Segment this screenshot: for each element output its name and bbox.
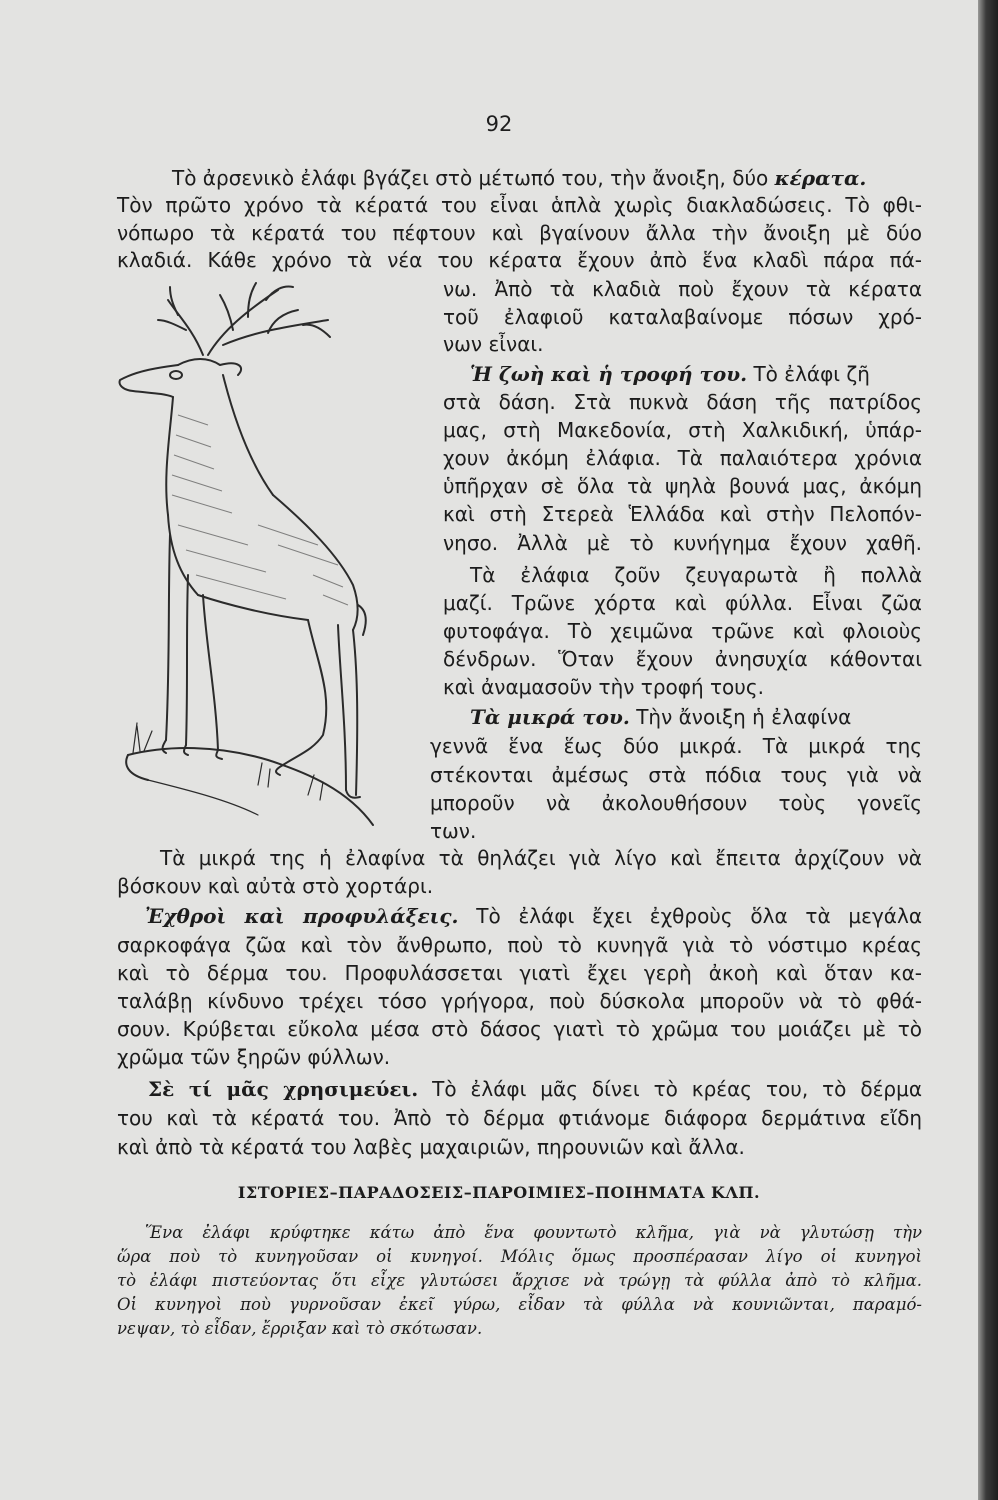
text-line: βόσκουν καὶ αὐτὰ στὸ χορτάρι. — [117, 874, 434, 898]
story-line: Οἱ κυνηγοὶ ποὺ γυρνοῦσαν ἐκεῖ γύρω, εἶδαν τὰ φύλλα νὰ κουνιῶνται, παραμό- — [117, 1295, 922, 1314]
text-line: ταλάβῃ κίνδυνο τρέχει τόσο γρήγορα, ποὺ δύσκολα μποροῦν νὰ τὸ φθά- — [117, 989, 922, 1013]
text-line: Τὰ μικρά της ἡ ἐλαφίνα τὰ θηλάζει γιὰ λίγο καὶ ἔπειτα ἀρχίζουν νὰ — [160, 846, 922, 870]
section-heading-uses: Σὲ τί μᾶς χρησιμεύει. — [148, 1077, 419, 1101]
text-line: καὶ ἀναμασοῦν τὴν τροφή τους. — [443, 675, 764, 699]
text-line: φυτοφάγα. Τὸ χειμῶνα τρῶνε καὶ φλοιοὺς — [443, 619, 922, 643]
text-line: νω. Ἀπὸ τὰ κλαδιὰ ποὺ ἔχουν τὰ κέρατα — [443, 277, 922, 301]
text-line: καὶ στὴ Στερεὰ Ἑλλάδα καὶ στὴν Πελοπόν- — [443, 502, 922, 526]
section-heading-life: Ἡ ζωὴ καὶ ἡ τροφή του. — [470, 362, 748, 386]
text-line: ὑπῆρχαν σὲ ὅλα τὰ ψηλὰ βουνά μας, ἀκόμη — [443, 474, 922, 498]
text-line: χρῶμα τῶν ξηρῶν φύλλων. — [117, 1045, 391, 1069]
text-span: Τὸ ἐλάφι μᾶς δίνει τὸ κρέας του, τὸ δέρμα — [418, 1077, 922, 1101]
text-line: Τὰ ἐλάφια ζοῦν ζευγαρωτὰ ἢ πολλὰ — [470, 563, 922, 587]
text-line — [172, 165, 866, 191]
text-line: στέκονται ἀμέσως στὰ πόδια τους γιὰ νὰ — [430, 763, 922, 787]
text-line: στὰ δάση. Στὰ πυκνὰ δάση τῆς πατρίδος — [443, 390, 922, 414]
text-line: μαζί. Τρῶνε χόρτα καὶ φύλλα. Εἶναι ζῶα — [443, 591, 922, 615]
text-line: γεννᾶ ἕνα ἕως δύο μικρά. Τὰ μικρά της — [430, 734, 922, 758]
text-line: νων εἶναι. — [443, 332, 544, 356]
text-span: Τὴν ἄνοιξη ἡ ἐλαφίνα — [629, 705, 852, 729]
text-line: νόπωρο τὰ κέρατά του πέφτουν καὶ βγαίνουν ἄλλα τὴν ἄνοιξη μὲ δύο — [117, 221, 922, 245]
section-heading-enemies: Ἐχθροὶ καὶ προφυλάξεις. — [145, 904, 459, 928]
text-line: καὶ τὸ δέρμα του. Προφυλάσσεται γιατὶ ἔχει γερὴ ἀκοὴ καὶ ὅταν κα- — [117, 961, 922, 985]
text-line: χουν ἀκόμη ἐλάφια. Τὰ παλαιότερα χρόνια — [443, 446, 922, 470]
text-line: νησο. Ἀλλὰ μὲ τὸ κυνήγημα ἔχουν χαθῆ. — [443, 531, 922, 555]
page-number: 92 — [485, 112, 513, 136]
text-line: μποροῦν νὰ ἀκολουθήσουν τοὺς γονεῖς — [430, 791, 922, 815]
text-line: σαρκοφάγα ζῶα καὶ τὸν ἄνθρωπο, ποὺ τὸ κυνηγᾶ γιὰ τὸ νόστιμο κρέας — [117, 933, 922, 957]
text-line: δένδρων. Ὅταν ἔχουν ἀνησυχία κάθονται — [443, 647, 922, 671]
story-line: τὸ ἐλάφι πιστεύοντας ὅτι εἶχε γλυτώσει ἄρχισε νὰ τρώγῃ τὰ φύλλα ἀπὸ τὸ κλῆμα. — [117, 1271, 922, 1290]
section-heading-young: Τὰ μικρά του. — [470, 705, 630, 729]
bold-term: κέρατα. — [774, 166, 867, 190]
text-line: των. — [430, 819, 477, 843]
text-line: σουν. Κρύβεται εὔκολα μέσα στὸ δάσος γιατὶ τὸ χρῶμα του μοιάζει μὲ τὸ — [117, 1017, 922, 1041]
text-line: μας, στὴ Μακεδονία, στὴ Χαλκιδική, ὑπάρ- — [443, 418, 922, 442]
text-span: Τὸ ἐλάφι ἔχει ἐχθροὺς ὅλα τὰ μεγάλα — [458, 904, 922, 928]
story-line: Ἕνα ἐλάφι κρύφτηκε κάτω ἀπὸ ἕνα φουντωτὸ κλῆμα, γιὰ νὰ γλυτώσῃ τὴν — [145, 1223, 922, 1242]
text-span: Τὸ ἀρσενικὸ ἐλάφι βγάζει στὸ μέτωπό του, τὴν ἄνοιξη, δύο — [172, 166, 775, 190]
page-edge — [978, 0, 998, 1500]
text-line — [148, 1076, 922, 1102]
story-line: νεψαν, τὸ εἶδαν, ἔρριξαν καὶ τὸ σκότωσαν. — [117, 1319, 483, 1338]
text-line: του καὶ τὰ κέρατά του. Ἀπὸ τὸ δέρμα φτιάνομε διάφορα δερμάτινα εἴδη — [117, 1106, 922, 1130]
text-line: κλαδιά. Κάθε χρόνο τὰ νέα του κέρατα ἔχουν ἀπὸ ἕνα κλαδὶ πάρα πά- — [117, 248, 922, 272]
section-heading-stories: ΙΣΤΟΡΙΕΣ–ΠΑΡΑΔΟΣΕΙΣ–ΠΑΡΟΙΜΙΕΣ–ΠΟΙΗΜΑΤΑ ΚΛΠ. — [237, 1183, 761, 1202]
text-line: καὶ ἀπὸ τὰ κέρατά του λαβὲς μαχαιριῶν, πηρουνιῶν καὶ ἄλλα. — [117, 1135, 745, 1159]
text-line — [145, 903, 922, 929]
text-line: τοῦ ἐλαφιοῦ καταλαβαίνομε πόσων χρό- — [443, 305, 922, 329]
text-span: Τὸ ἐλάφι ζῆ — [747, 362, 870, 386]
text-line — [470, 704, 851, 730]
deer-illustration — [108, 275, 438, 835]
text-line — [470, 361, 870, 387]
story-line: ὥρα ποὺ τὸ κυνηγοῦσαν οἱ κυνηγοί. Μόλις ὅμως προσπέρασαν λίγο οἱ κυνηγοὶ — [117, 1247, 922, 1266]
text-line: Τὸν πρῶτο χρόνο τὰ κέρατά του εἶναι ἁπλὰ χωρὶς διακλαδώσεις. Τὸ φθι- — [117, 193, 922, 217]
